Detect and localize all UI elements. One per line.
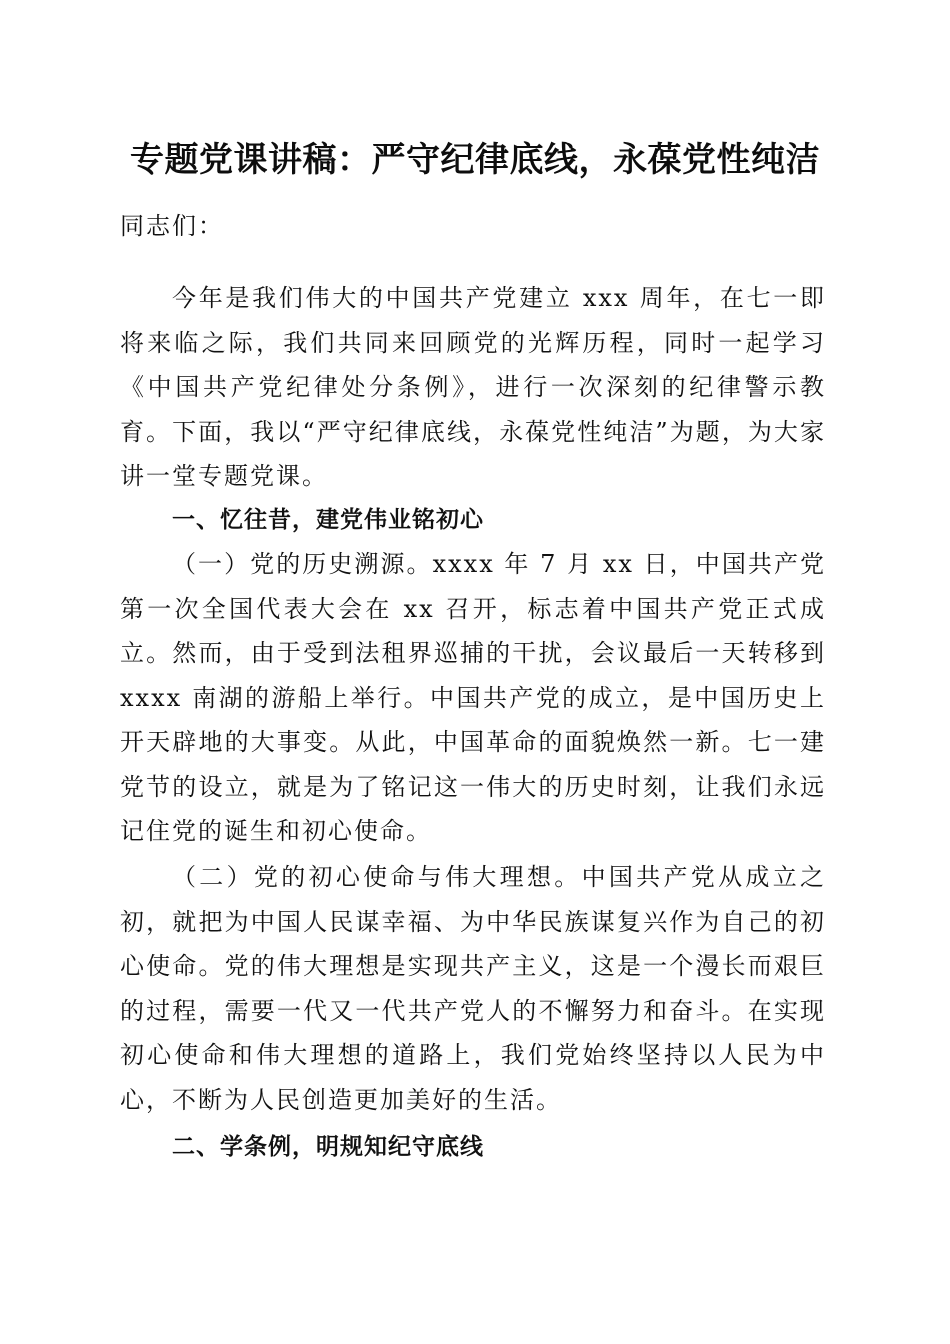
document-title: 专题党课讲稿：严守纪律底线，永葆党性纯洁 <box>130 140 820 180</box>
greeting: 同志们： <box>120 212 224 240</box>
section1-paragraph-2: （二）党的初心使命与伟大理想。中国共产党从成立之初，就把为中国人民谋幸福、为中华民族谋复兴作为自己的初心使命。党的伟大理想是实现共产主义，这是一个漫长而艰巨的过程，需要一代又一代共产党人的不懈努力和奋斗。在实现初心使命和伟大理想的道路上，我们党始终坚持以人民为中心，不断为人民创造更加美好的生活。 <box>120 863 826 1114</box>
section1-paragraph-1: （一）党的历史溯源。xxxx 年 7 月 xx 日，中国共产党第一次全国代表大会在 xx 召开，标志着中国共产党正式成立。然而，由于受到法租界巡捕的干扰，会议最后一天转移到 xxxx 南湖的游船上举行。中国共产党的成立，是中国历史上开天辟地的大事变。从此，中国革命的面貌焕然一新。七一建党节的设立，就是为了铭记这一伟大的历史时刻，让我们永远记住党的诞生和初心使命。 <box>120 550 826 845</box>
section-heading-1: 一、忆往昔，建党伟业铭初心 <box>172 507 484 533</box>
intro-paragraph: 今年是我们伟大的中国共产党建立 xxx 周年，在七一即将来临之际，我们共同来回顾党的光辉历程，同时一起学习《中国共产党纪律处分条例》，进行一次深刻的纪律警示教育。下面，我以“严守纪律底线，永葆党性纯洁”为题，为大家讲一堂专题党课。 <box>120 284 826 490</box>
section-heading-2: 二、学条例，明规知纪守底线 <box>172 1134 484 1160</box>
